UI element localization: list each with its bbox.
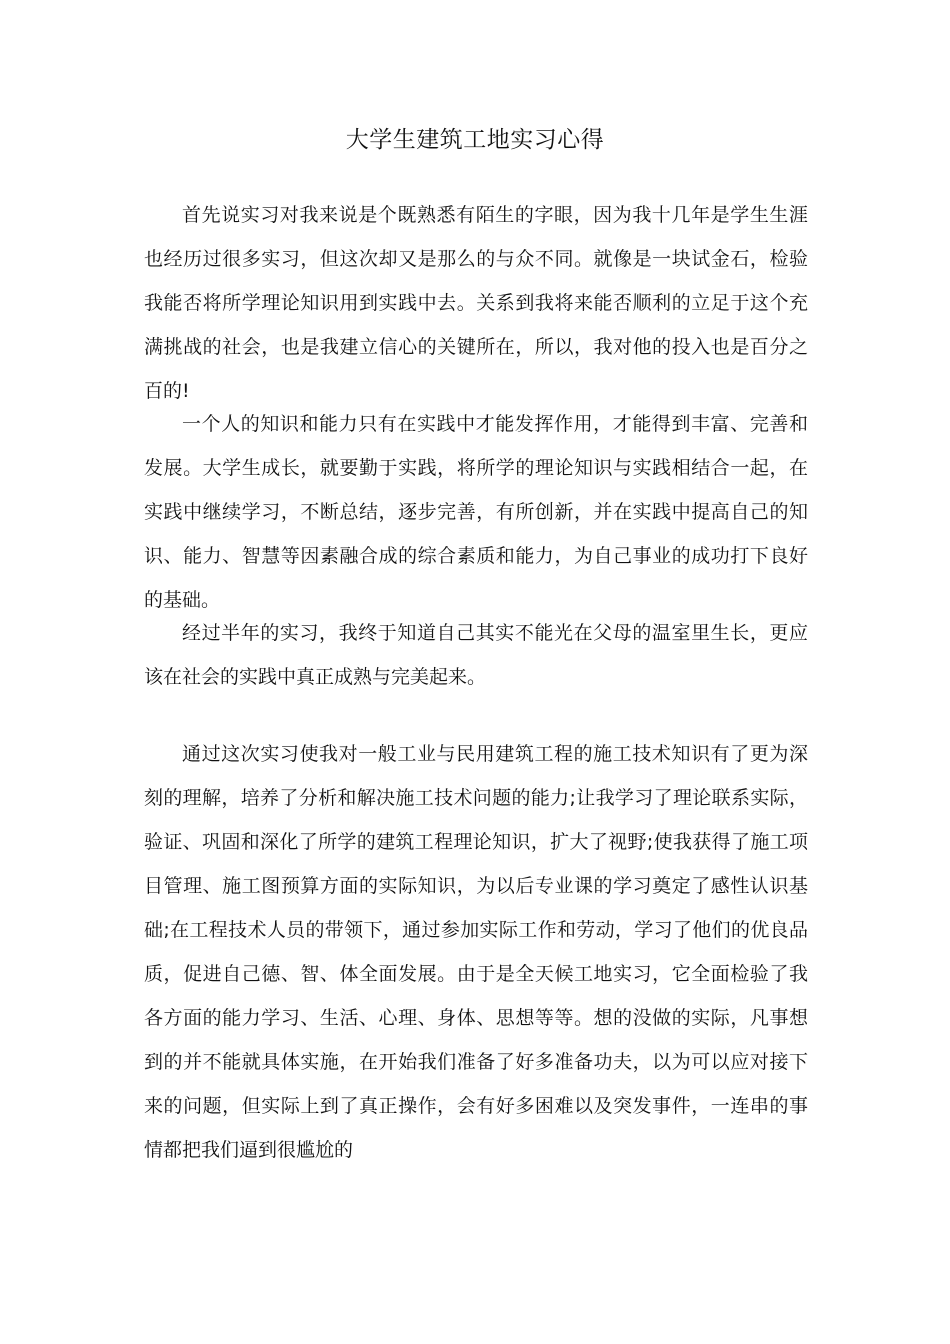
- paragraph-4: 通过这次实习使我对一般工业与民用建筑工程的施工技术知识有了更为深刻的理解，培养了分析和解决施工技术问题的能力;让我学习了理论联系实际，验证、巩固和深化了所学的建筑工程理论知识，扩大了视野;使我获得了施工项目管理、施工图预算方面的实际知识，为以后专业课的学习奠定了感性认识基础;在工程技术人员的带领下，通过参加实际工作和劳动，学习了他们的优良品质，促进自己德、智、体全面发展。由于是全天候工地实习，它全面检验了我各方面的能力学习、生活、心理、身体、思想等等。想的没做的实际，凡事想到的并不能就具体实施，在开始我们准备了好多准备功夫，以为可以应对接下来的问题，但实际上到了真正操作，会有好多困难以及突发事件，一连串的事情都把我们逼到很尴尬的: [144, 743, 808, 1161]
- paragraph-1: 首先说实习对我来说是个既熟悉有陌生的字眼，因为我十几年是学生生涯也经历过很多实习，但这次却又是那么的与众不同。就像是一块试金石，检验我能否将所学理论知识用到实践中去。关系到我将来能否顺利的立足于这个充满挑战的社会，也是我建立信心的关键所在，所以，我对他的投入也是百分之百的!: [144, 204, 808, 402]
- paragraph-3: 经过半年的实习，我终于知道自己其实不能光在父母的温室里生长，更应该在社会的实践中真正成熟与完美起来。: [144, 622, 808, 688]
- document-body: [144, 193, 808, 1205]
- document-title: 大学生建筑工地实习心得: [345, 127, 605, 153]
- paragraph-2: 一个人的知识和能力只有在实践中才能发挥作用，才能得到丰富、完善和发展。大学生成长，就要勤于实践，将所学的理论知识与实践相结合一起，在实践中继续学习，不断总结，逐步完善，有所创新，并在实践中提高自己的知识、能力、智慧等因素融合成的综合素质和能力，为自己事业的成功打下良好的基础。: [144, 413, 808, 611]
